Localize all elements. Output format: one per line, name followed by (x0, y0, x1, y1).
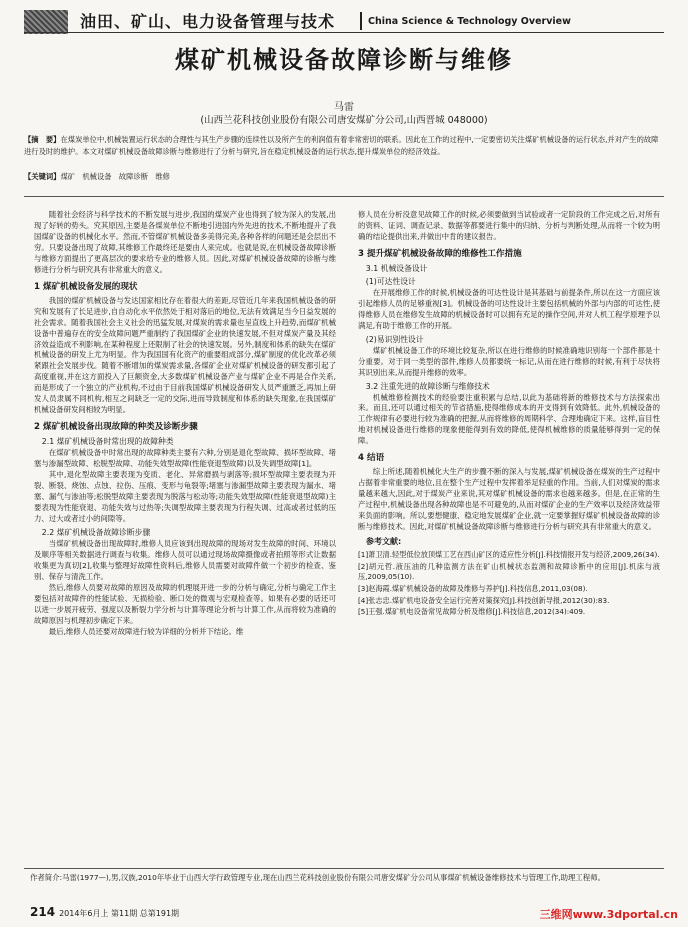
section-heading: 4 结语 (358, 453, 385, 464)
references-heading: 参考文献: (366, 537, 402, 547)
body-paragraph: 我国的煤矿机械设备与发达国家相比存在着很大的差距,尽管近几年来我国机械设备的研究和发展有了长足进步,自自动化水平依然处于相对落后的地位,无法有效满足当今日益发展的社会需求。随着我国社会主义社会的迅猛发展,对煤炭的需求量也呈直线上升趋势,而煤矿机械设备中普遍存在的安全故障问题严重制约了我国煤矿企业的快速发展,不但对煤炭产量及其经济效益造成不利影响,在某种程度上还限制了社会的快速发展。另外,制度和体系的缺失在煤矿机械设备的研发上尤为明显。作为我国国有化资产的重要组成部分,煤矿制度的优化改革必须紧跟社会发展步伐。随着不断增加的煤炭需求量,各煤矿企业对煤矿机械设备的研发都引起了高度重视,并在这方面投入了巨额资金,大多数煤矿机械设备产业与煤矿企业不再是合作关系,而是形成了一个独立的产业机构,不过由于目前我国煤矿机械设备研发人员严重匮乏,再加上研发人员隶属不同机构,相互之间缺乏一定的交际,进而导致制度和体系的缺失现象,在我国煤矿机械设备研发间相较为明显。 (34, 295, 336, 415)
section-heading: 1 煤矿机械设备发展的现状 (34, 281, 138, 292)
reference-item: [1]萧卫清.轻型低位放顶煤工艺在西山矿区的适应性分析[J].科技情报开发与经济,2009,26(34). (358, 549, 660, 559)
body-paragraph: 其中,退化型故障主要表现为变质、老化、异常磨损与剥落等;损坏型故障主要表现为开裂、断裂、烧蚀、点蚀、拉伤、压痕、变形与龟裂等;堵塞与渗漏型故障主要表现为漏水、堵塞、漏气与渗油等;松脱型故障主要表现为脱落与松动等;功能失效型故障(性能衰退型故障)主要表现为性能衰退、功能失效与过热等;失调型故障主要表现为行程失调、过高或者过低的压力、过大或者过小的间隙等。 (34, 470, 336, 523)
author-name: 马雷 (334, 102, 354, 113)
body-paragraph: 机械维修检测技术的经验要注重积累与总结,以此为基础将新的维修技术与方法探索出来。而且,还可以通过相关的节省措施,使得维修成本的开支得到有效降低。此外,机械设备的工作规律有必要进行较为准确的把握,从而将维修的周期科学、合理地确定下来。这样,盲目性地对机械设备进行维修的现象便能得到有效的降低,使得机械维修的质量能够得到一定的保障。 (358, 392, 660, 446)
body-paragraph: 综上所述,随着机械化大生产的步骤不断的深入与发展,煤矿机械设备在煤炭的生产过程中占据着非常重要的地位,且在整个生产过程中发挥着举足轻重的作用。当前,人们对煤炭的需求量越来越大,因此,对于煤炭产业来说,其对煤矿机械设备的需求也越来越多。但是,在正常的生产过程中,机械设备出现各种故障也是不可避免的,从而对煤矿企业的生产效率以及经济效益带来负面的影响。所以,要想健康、稳定地发展煤矿企业,就一定要掌握好煤矿机械设备故障的诊断与维修技术。因此,对煤矿机械设备故障诊断与维修进行分析与研究具有非常重大的意义。 (358, 467, 660, 532)
issue-info: 2014年6月上 第11期 总第191期 (59, 909, 180, 918)
subsection-heading: 2.1 煤矿机械设备时常出现的故障种类 (41, 437, 174, 447)
journal-name: 油田、矿山、电力设备管理与技术 (80, 12, 336, 31)
reference-item: [4]张志忠.煤矿机电设备安全运行完善对策探究[J].科技创新导报,2012(30):83. (358, 595, 610, 605)
reference-item: [5]王强.煤矿机电设备常见故障分析及维修[J].科技信息,2012(34):409. (358, 607, 586, 617)
abstract (24, 134, 664, 158)
subsection-heading: 3.1 机械设备设计 (365, 263, 428, 273)
body-paragraph: 煤矿机械设备工作的环境比较复杂,所以在进行维修的时候准确地识别每一个部件都是十分重要。对于同一类型的部件,维修人员都要统一标记,从而在进行维修的时候,有利于尽快将其识别出来,从而提升维修的效率。 (358, 345, 660, 377)
body-paragraph: 在煤矿机械设备中时常出现的故障种类主要有六种,分别是退化型故障、损坏型故障、堵塞与渗漏型故障、松脱型故障、功能失效型故障(性能衰退型故障)以及失调型故障[1]。 (34, 448, 336, 469)
journal-name-english: China Science & Technology Overview (368, 16, 571, 27)
paper-title: 煤矿机械设备故障诊断与维修 (175, 45, 513, 74)
keywords (24, 172, 664, 182)
subsection-heading: (1)可达性设计 (365, 276, 416, 286)
site-watermark: 三维网www.3dportal.cn (539, 908, 678, 921)
reference-item: [2]胡元哲.液压油的几种监测方法在矿山机械状态监测和故障诊断中的应用[J].机床与液压,2009,05(10). (358, 561, 660, 582)
page-number: 214 (30, 905, 56, 919)
abstract-rule (24, 196, 664, 197)
reference-item: [3]赵海霞.煤矿机械设备的故障及维修与养护[J].科技信息,2011,03(08). (358, 584, 588, 594)
body-column-right (358, 210, 660, 619)
subsection-heading: 3.2 注重先进的故障诊断与维修技术 (365, 381, 490, 391)
keywords-label: 【关键词】 (24, 172, 61, 181)
section-heading: 3 提升煤矿机械设备故障的维修性工作措施 (358, 248, 522, 259)
body-paragraph: 当煤矿机械设备出现故障时,维修人员应该到出现故障的现场对发生故障的时间、环境以及顺序等相关数据进行调查与收集。维修人员可以通过现场故障摄像或者拍照等形式让数据收集更为真切[2],收集与整理好故障性资料后,维修人员需要对故障件做一个初步的检查、鉴别、保存与清洗工作。 (34, 538, 336, 581)
body-column-left (34, 210, 336, 637)
header-rule (24, 32, 664, 33)
abstract-label: 【摘 要】 (24, 135, 61, 144)
page-footer (30, 905, 179, 919)
body-paragraph: 然后,维修人员要对故障的原因及故障的机理展开进一步的分析与确定,分析与确定工作主要包括对故障件的性能试验、无损检验、断口处的微观与宏观检查等。如果有必要的话还可以进一步展开疲劳、强度以及断裂力学分析与计算等理论分析与计算工作,从而将较为准确的故障原因与机理初步确定下来。 (34, 582, 336, 625)
body-paragraph: 随着社会经济与科学技术的不断发展与进步,我国的煤炭产业也得到了较为深入的发展,出现了好转的势头。究其原因,主要是各煤炭单位不断地引进国内外先进的技术,不断地提升了我国煤矿设备的机械化水平。然而,不管煤矿机械设备多美得完美,各种各样的问题还是会层出不穷。只要设备出现了故障,其维修工作最终还是要由人来完成。也就是说,在机械设备故障诊断与维修方面提出了更高层次的要求给专业的维修人员。因此,对煤矿机械设备故障的诊断与维修进行分析与研究具有非常重大的意义。 (34, 210, 336, 274)
header-separator (360, 12, 362, 30)
subsection-heading: 2.2 煤矿机械设备故障诊断步骤 (41, 527, 151, 537)
body-paragraph: 在开展维修工作的时候,机械设备的可达性设计是其基础与前提条件,所以在这一方面应该引起维修人员的足够重视[3]。机械设备的可达性设计主要包括机械的外部与内部的可达性,使得维修人员在维修发生故障的机械设备时可以拥有充足的操作空间,并对人机工程学原理予以满足,有助于维修工作的开展。 (358, 287, 660, 330)
abstract-text: 在煤炭单位中,机械装置运行状态的合理性与其生产步骤的连续性以及所产生的利润值有着非常密切的联系。因此在工作的过程中,一定要密切关注煤矿机械设备的运行状态,并对产生的故障进行及时的维护。本文对煤矿机械设备故障诊断与维修进行了分析与研究,旨在稳定机械设备的运行状态,提升煤炭单位的经济效益。 (24, 135, 659, 156)
body-paragraph: 最后,维修人员还要对故障进行较为详细的分析并下结论。维 (48, 626, 244, 636)
author-note: 作者简介:马雷(1977—),男,汉族,2010年毕业于山西大学行政管理专业,现在山西兰花科技创业股份有限公司唐安煤矿分公司从事煤矿机械设备维修技术与管理工作,助理工程师。 (30, 873, 605, 882)
subsection-heading: (2)易识别性设计 (365, 334, 424, 344)
footnote-rule (24, 868, 664, 869)
journal-logo (24, 10, 68, 34)
section-heading: 2 煤矿机械设备出现故障的种类及诊断步骤 (34, 422, 198, 433)
author-affiliation: (山西兰花科技创业股份有限公司唐安煤矿分公司,山西晋城 048000) (200, 115, 488, 126)
keywords-text: 煤矿 机械设备 故障诊断 维修 (60, 172, 170, 181)
body-paragraph: 修人员在分析没意见故障工作的时候,必须要做到当试验或者一定阶段的工作完成之后,对所有的资料、证词、调查记录、数据等都要进行集中的归纳、分析与判断处理,从而将一个较为明确的结论提供出来,并做出中肯的建议报告。 (358, 210, 660, 241)
